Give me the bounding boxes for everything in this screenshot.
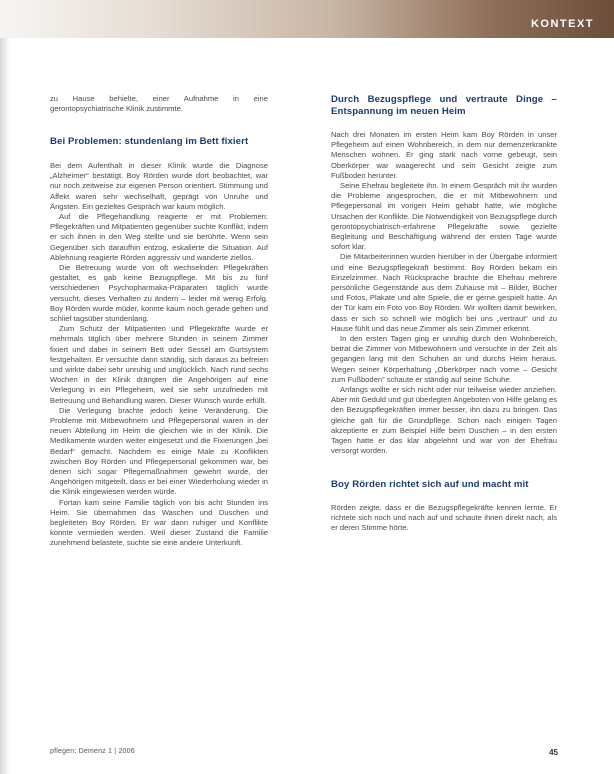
left-paragraph: Bei dem Aufenthalt in dieser Klinik wurde die Diagnose „Alzheimer“ bestätigt. Boy Rörden wurde dort beobachtet, war nur noch zeitweise zur eigenen Person orientiert. Stimmung und Affekt waren sehr wechselhaft, geprägt von Unruhe und Ängsten. Ein gezieltes Gespräch war kaum möglich. bbox=[50, 160, 268, 211]
section-label: KONTEXT bbox=[530, 18, 594, 30]
left-paragraph: Die Verlegung brachte jedoch keine Veränderung. Die Probleme mit Mitbewohnern und Pflegepersonal waren in der neuen Abteilung im Heim die gleichen wie in der Klinik. Die Medikamente wurden weiter eingesetzt und die Fixierungen „bei Bedarf“ gemacht. Nachdem es einige Male zu Konflikten zwischen Boy Rörden und Pflegepersonal gekommen war, bei denen sich sogar Pflegemaßnahmen gewehrt wurde, der Angehörigen mitgeteilt, dass er bei einer Wiederholung wieder in die Klinik eingewiesen werden würde. bbox=[50, 405, 268, 497]
scan-shadow bbox=[0, 0, 10, 774]
right-heading-2: Boy Rörden richtet sich auf und macht mit bbox=[331, 478, 529, 490]
left-paragraph: Auf die Pflegehandlung reagierte er mit Problemen: Pflegekräften und Mitpatienten gegenüber suchte Konflikt, indem er sich ihnen in den Weg stellte und sie berührte. Wenn sein Gegenüber sich daraufhin entzog, eskalierte die Situation. Auf Ablehnung reagierte Rörden aggressiv und wanderte ziellos. bbox=[50, 211, 268, 262]
right-column bbox=[331, 94, 557, 534]
left-column bbox=[50, 94, 268, 549]
right-paragraph: In den ersten Tagen ging er unruhig durch den Wohnbereich, betrat die Zimmer von Mitbewohnern und versuchte in der Zeit als gegangen lang mit den Schuhen an und durchs Heim heraus. Wegen seiner Körperhaltung „Oberkörper nach vorne – Gesicht zum Fußboden“ schaute er ständig auf seine Schuhe. bbox=[331, 334, 557, 384]
right-paragraph: Rörden zeigte, dass er die Bezugspflegekräfte kennen lernte. Er richtete sich noch und nach auf und schaute ihnen direkt nach, als er deren Stimme hörte. bbox=[331, 503, 557, 533]
left-paragraph: Zum Schutz der Mitpatienten und Pflegekräfte wurde er mehrmals täglich über mehrere Stunden in seinem Zimmer fixiert und dabei in seinem Bett oder Sessel am Gurtsystem festgehalten. Er versuchte dann ständig, sich daraus zu befreien und wirkte dabei sehr unruhig und unglücklich. Nach rund sechs Wochen in der Klinik drängten die Angehörigen auf eine Verlegung in ein Pflegeheim, weil sie sehr unzufrieden mit Betreuung und Behandlung waren. Dieser Wunsch wurde erfüllt. bbox=[50, 324, 268, 405]
journal-footer: pflegen: Demenz 1 | 2006 bbox=[50, 748, 135, 755]
intro-paragraph: zu Hause behielte, einer Aufnahme in eine gerontopsychiatrische Klinik zustimmte. bbox=[50, 94, 268, 114]
left-paragraph: Fortan kam seine Familie täglich von bis acht Stunden ins Heim. Sie übernahmen das Waschen und Duschen und begleiteten Boy Rörden. Er war dann ruhiger und Konflikte konnte vermieden werden. Weil dieser Zustand die Familie zunehmend belastete, suchte sie eine andere Unterkunft. bbox=[50, 497, 268, 548]
header-banner bbox=[0, 0, 614, 38]
right-paragraph: Nach drei Monaten im ersten Heim kam Boy Rörden in unser Pflegeheim auf einen Wohnbereich, in dem nur demenzerkrankte Menschen wohnen. Er ging stark nach vorne gebeugt, sein Oberkörper war waagerecht und sein Gesicht zeigte zum Fußboden herunter. bbox=[331, 130, 557, 180]
page-number: 45 bbox=[549, 748, 558, 757]
right-paragraph: Die Mitarbeiterinnen wurden hierüber in der Übergabe informiert und eine Bezugspflegekraft bestimmt. Boy Rörden bekam ein Einzelzimmer. Nach Rücksprache brachte die Ehefrau mehrere persönliche Gegenstände aus dem Zuhause mit – Bilder, Bücher und Fotos, Plakate und alte Spiele, die er gerne gespielt hatte. An der Tür kam ein Foto von Boy Rörden. Wir wollten damit bewirken, dass er sich so schnell wie möglich bei uns „vertraut“ und zu Hause fühlt und das neue Zimmer als sein Zimmer erkennt. bbox=[331, 252, 557, 333]
right-heading-1: Durch Bezugspflege und vertraute Dinge – Entspannung im neuen Heim bbox=[331, 94, 557, 117]
left-heading: Bei Problemen: stundenlang im Bett fixiert bbox=[50, 136, 249, 148]
right-paragraph: Seine Ehefrau begleitete ihn. In einem Gespräch mit ihr wurden die Probleme angesprochen, die er mit Mitbewohnern und Pflegepersonal im vorigen Heim gehabt hatte, wie mögliche Ursachen der Konflikte. Die Notwendigkeit von Bezugspflege durch gerontopsychiatrisch-erfahrene Pflegekräfte sowie gezielte Begleitung und Beschäftigung während der ersten Tage wurde sofort klar. bbox=[331, 181, 557, 252]
right-paragraph: Anfangs wollte er sich nicht oder nur teilweise wieder anziehen. Aber mit Geduld und gut überlegten Angeboten von Hilfe gelang es den Bezugspflegekräften immer besser, ihn dazu zu bringen. Das gleiche galt für die Grundpflege. Schon nach einigen Tagen akzeptierte er zum Beispiel Hilfe beim Duschen – in den ersten Tagen hatte er das klar abgelehnt und war von der Ehefrau versorgt worden. bbox=[331, 385, 557, 456]
left-paragraph: Die Betreuung wurde von oft wechselnden Pflegekräften gestaltet, es gab keine Bezugspflege. Mit bis zu fünf verschiedenen Psychopharmaka-Präparaten täglich wurde versucht, dieses Verhalten zu ändern – leider mit wenig Erfolg. Boy Rörden wurde müder, konnte kaum noch gerade gehen und schlief tagsüber stundenlang. bbox=[50, 262, 268, 323]
